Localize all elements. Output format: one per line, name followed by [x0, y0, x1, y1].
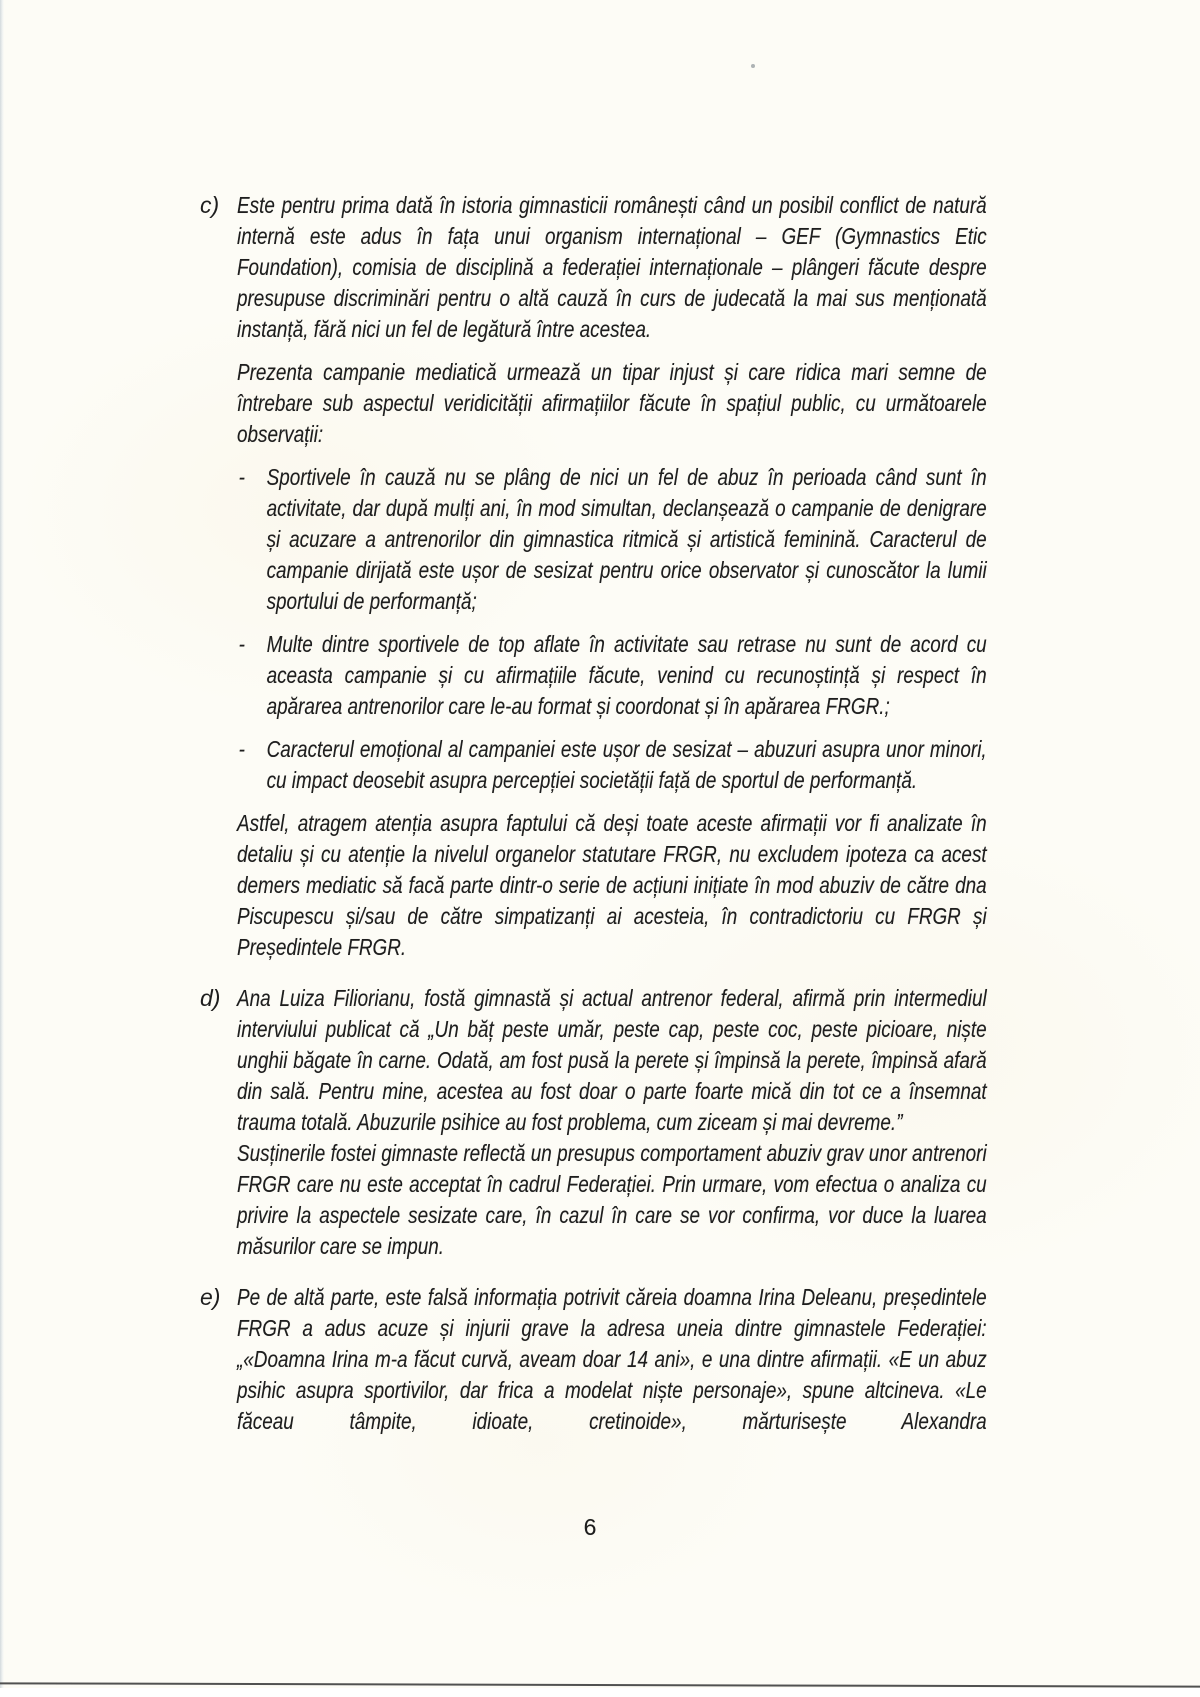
- section-e-label: e): [200, 1284, 221, 1310]
- section-c-label: c): [200, 192, 220, 218]
- section-d-label: d): [200, 985, 221, 1011]
- section-e-paragraph: Pe de altă parte, este falsă informația potrivit căreia doamna Irina Deleanu, președintele FRGR a adus acuze și injurii grave la adresa uneia dintre gimnastele Federației: „«Doamna Irina m-a făcut curvă, aveam doar 14 ani», e una dintre afirmații. «E un abuz psihic asupra sportivilor, dar frica a modelat niște personaje», spune altcineva. «Le făceau tâmpite, idioate, cretinoide», mărturisește Alexandra: [237, 1284, 987, 1434]
- bullet-item-3: [237, 734, 987, 796]
- section-e: [200, 1282, 990, 1437]
- bullet-3-text: Caracterul emoțional al campaniei este ușor de sesizat – abuzuri asupra unor minori, cu impact deosebit asupra percepției societății față de sportul de performanță.: [266, 736, 987, 793]
- section-d: [200, 983, 990, 1262]
- bullet-1-text: Sportivele în cauză nu se plâng de nici un fel de abuz în perioada când sunt în activitate, dar după mulți ani, în mod simultan, declanșează o campanie de denigrare și acuzare a antrenorilor din gimnastica ritmică și artistică feminină. Caracterul de campanie dirijată este ușor de sesizat pentru orice observator și cunoscător la lumii sportului de performanță;: [266, 464, 987, 614]
- bullet-dash: -: [238, 631, 245, 657]
- section-c-intro-paragraph: Prezenta campanie mediatică urmează un tipar injust și care ridica mari semne de întrebare sub aspectul veridicității afirmațiilor făcute în spațiul public, cu următoarele observații:: [237, 359, 987, 447]
- bullet-dash: -: [238, 464, 245, 490]
- section-d-quote-paragraph: Ana Luiza Filiorianu, fostă gimnastă și actual antrenor federal, afirmă prin intermediul interviului publicat că „Un băț peste umăr, peste cap, peste coc, peste picioare, niște unghii băgate în carne. Odată, am fost pusă la perete și împinsă la perete, împinsă afară din sală. Pentru mine, acestea au fost doar o parte foarte mică din tot ce a însemnat trauma totală. Abuzurile psihice au fost problema, cum ziceam și mai devreme.”: [237, 985, 987, 1135]
- bullet-item-1: [237, 462, 987, 617]
- section-c-body: [237, 190, 987, 963]
- scan-line-artifact: [0, 1682, 1200, 1687]
- bullet-2-text: Multe dintre sportivele de top aflate în activitate sau retrase nu sunt de acord cu aceasta campanie și cu afirmațiile făcute, venind cu recunoștință și respect în apărarea antrenorilor care le-au format și coordonat și în apărarea FRGR.;: [266, 631, 987, 719]
- section-c-closing-paragraph: Astfel, atragem atenția asupra faptului că deși toate aceste afirmații vor fi analizate în detaliu și cu atenție la nivelul organelor statutare FRGR, nu excludem ipoteza ca acest demers mediatic să facă parte dintr-o serie de acțiuni inițiate în mod abuziv de către dna Piscupescu și/sau de către simpatizanți ai acesteia, în contradictoriu cu FRGR și Președintele FRGR.: [237, 810, 987, 960]
- section-d-comment-paragraph: Susținerile fostei gimnaste reflectă un presupus comportament abuziv grav unor antrenori FRGR care nu este acceptat în cadrul Federației. Prin urmare, vom efectua o analiza cu privire la aspectele sesizate care, în cazul în care se vor confirma, vor duce la luarea măsurilor care se impun.: [237, 1140, 987, 1259]
- scan-bottom-strip: [0, 1688, 1200, 1697]
- bullet-dash: -: [238, 736, 245, 762]
- scan-speck-artifact: [751, 64, 755, 68]
- section-e-body: [237, 1282, 987, 1437]
- section-d-body: [237, 983, 987, 1262]
- scan-edge-artifact: [0, 0, 4, 1697]
- document-body: [200, 190, 990, 1437]
- section-c-paragraph: Este pentru prima dată în istoria gimnasticii românești când un posibil conflict de natură internă este adus în fața unui organism internațional – GEF (Gymnastics Etic Foundation), comisia de disciplină a federației internaționale – plângeri făcute despre presupuse discriminări pentru o altă cauză în curs de judecată la mai sus menționată instanță, fără nici un fel de legătură între acestea.: [237, 192, 987, 342]
- page-number: 6: [583, 1514, 597, 1540]
- section-c: [200, 190, 990, 963]
- bullet-item-2: [237, 629, 987, 722]
